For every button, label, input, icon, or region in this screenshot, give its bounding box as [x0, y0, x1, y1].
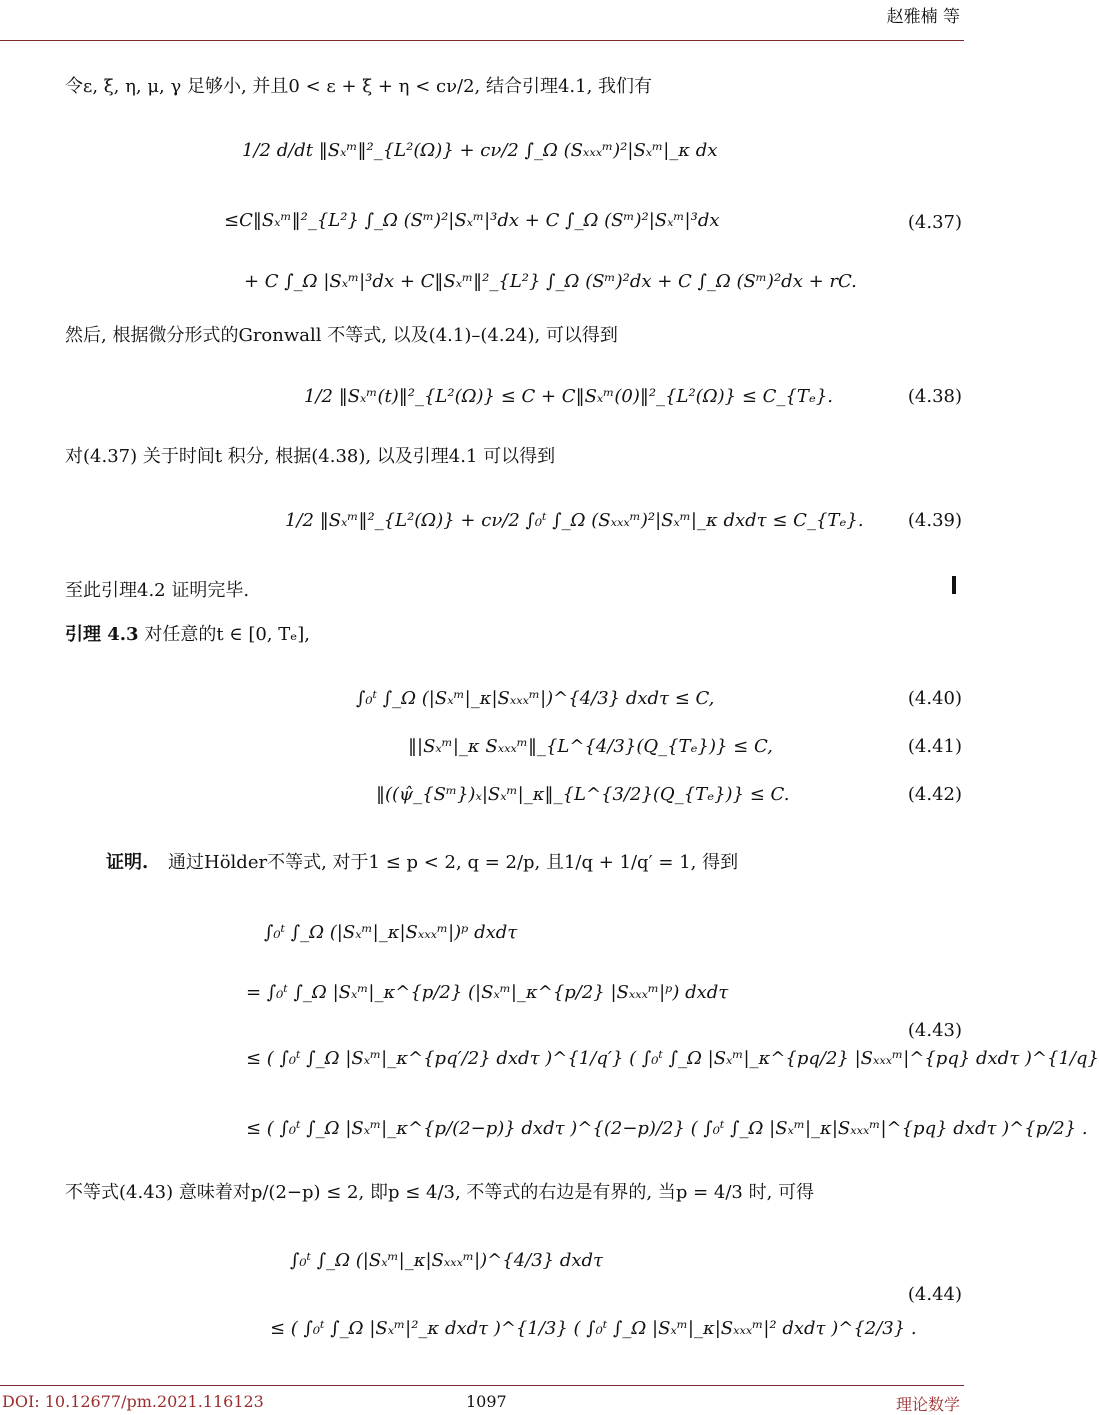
eq443-line2: = ∫₀ᵗ ∫_Ω |Sₓᵐ|_κ^{p/2} (|Sₓᵐ|_κ^{p/2} |Sₓₓₓᵐ|ᵖ) dxdτ: [246, 982, 729, 1003]
eq444-number: (4.44): [907, 1284, 962, 1305]
eq443-line3: ≤ ( ∫₀ᵗ ∫_Ω |Sₓᵐ|_κ^{pq′/2} dxdτ )^{1/q′} ( ∫₀ᵗ ∫_Ω |Sₓᵐ|_κ^{pq/2} |Sₓₓₓᵐ|^{pq} dxdτ )^{1/q}: [246, 1048, 1099, 1069]
eq438-number: (4.38): [907, 386, 962, 407]
eq437-line3: + C ∫_Ω |Sₓᵐ|³dx + C‖Sₓᵐ‖²_{L²} ∫_Ω (Sᵐ)²dx + C ∫_Ω (Sᵐ)²dx + rC.: [244, 271, 857, 292]
eq443-line4: ≤ ( ∫₀ᵗ ∫_Ω |Sₓᵐ|_κ^{p/(2−p)} dxdτ )^{(2−p)/2} ( ∫₀ᵗ ∫_Ω |Sₓᵐ|_κ|Sₓₓₓᵐ|^{pq} dxdτ )^{p/2} .: [246, 1118, 1088, 1139]
eq442-body: ‖((ψ̂_{Sᵐ})ₓ|Sₓᵐ|_κ‖_{L^{3/2}(Q_{Tₑ})} ≤ C.: [376, 784, 790, 805]
eq440-body: ∫₀ᵗ ∫_Ω (|Sₓᵐ|_κ|Sₓₓₓᵐ|)^{4/3} dxdτ ≤ C,: [356, 688, 715, 709]
footer-rule: [0, 1385, 964, 1386]
eq439-body: 1/2 ‖Sₓᵐ‖²_{L²(Ω)} + cν/2 ∫₀ᵗ ∫_Ω (Sₓₓₓᵐ)²|Sₓᵐ|_κ dxdτ ≤ C_{Tₑ}.: [285, 510, 864, 531]
eq441-body: ‖|Sₓᵐ|_κ Sₓₓₓᵐ‖_{L^{4/3}(Q_{Tₑ})} ≤ C,: [408, 736, 773, 757]
eq439-number: (4.39): [907, 510, 962, 531]
eq438-body: 1/2 ‖Sₓᵐ(t)‖²_{L²(Ω)} ≤ C + C‖Sₓᵐ(0)‖²_{L²(Ω)} ≤ C_{Tₑ}.: [304, 386, 833, 407]
proof-statement: [106, 850, 738, 876]
eq443-line1: ∫₀ᵗ ∫_Ω (|Sₓᵐ|_κ|Sₓₓₓᵐ|)ᵖ dxdτ: [264, 922, 518, 943]
eq441-number: (4.41): [907, 736, 962, 757]
paragraph-1: 令ε, ξ, η, μ, γ 足够小, 并且0 < ε + ξ + η < cν/2, 结合引理4.1, 我们有: [65, 76, 653, 97]
eq437-line1: 1/2 d/dt ‖Sₓᵐ‖²_{L²(Ω)} + cν/2 ∫_Ω (Sₓₓₓᵐ)²|Sₓᵐ|_κ dx: [242, 140, 718, 161]
eq440-number: (4.40): [907, 688, 962, 709]
eq437-number: (4.37): [907, 212, 962, 233]
eq437-line2: ≤C‖Sₓᵐ‖²_{L²} ∫_Ω (Sᵐ)²|Sₓᵐ|³dx + C ∫_Ω (Sᵐ)²|Sₓᵐ|³dx: [224, 210, 720, 231]
paragraph-4: 至此引理4.2 证明完毕.: [65, 580, 250, 601]
paragraph-2: 然后, 根据微分形式的Gronwall 不等式, 以及(4.1)–(4.24), 可以得到: [65, 325, 618, 346]
paragraph-5: 不等式(4.43) 意味着对p/(2−p) ≤ 2, 即p ≤ 4/3, 不等式的右边是有界的, 当p = 4/3 时, 可得: [65, 1182, 815, 1203]
lemma-text: 对任意的t ∈ [0, Tₑ],: [144, 624, 310, 645]
eq442-number: (4.42): [907, 784, 962, 805]
header-author: 赵雅楠 等: [886, 7, 960, 27]
footer-page-number: 1097: [466, 1392, 507, 1411]
paragraph-3: 对(4.37) 关于时间t 积分, 根据(4.38), 以及引理4.1 可以得到: [65, 446, 556, 467]
proof-text: 通过Hölder不等式, 对于1 ≤ p < 2, q = 2/p, 且1/q + 1/q′ = 1, 得到: [168, 852, 739, 873]
eq444-line1: ∫₀ᵗ ∫_Ω (|Sₓᵐ|_κ|Sₓₓₓᵐ|)^{4/3} dxdτ: [290, 1250, 604, 1271]
footer-journal: 理论数学: [895, 1395, 960, 1414]
lemma-title: 引理 4.3: [65, 624, 139, 645]
eq444-line2: ≤ ( ∫₀ᵗ ∫_Ω |Sₓᵐ|²_κ dxdτ )^{1/3} ( ∫₀ᵗ ∫_Ω |Sₓᵐ|_κ|Sₓₓₓᵐ|² dxdτ )^{2/3} .: [270, 1318, 917, 1339]
qed-mark: [952, 576, 956, 594]
lemma-statement: [65, 622, 310, 648]
footer-doi: DOI: 10.12677/pm.2021.116123: [2, 1392, 264, 1411]
proof-label: 证明.: [106, 852, 149, 873]
header-rule: [0, 40, 964, 41]
eq443-number: (4.43): [907, 1020, 962, 1041]
